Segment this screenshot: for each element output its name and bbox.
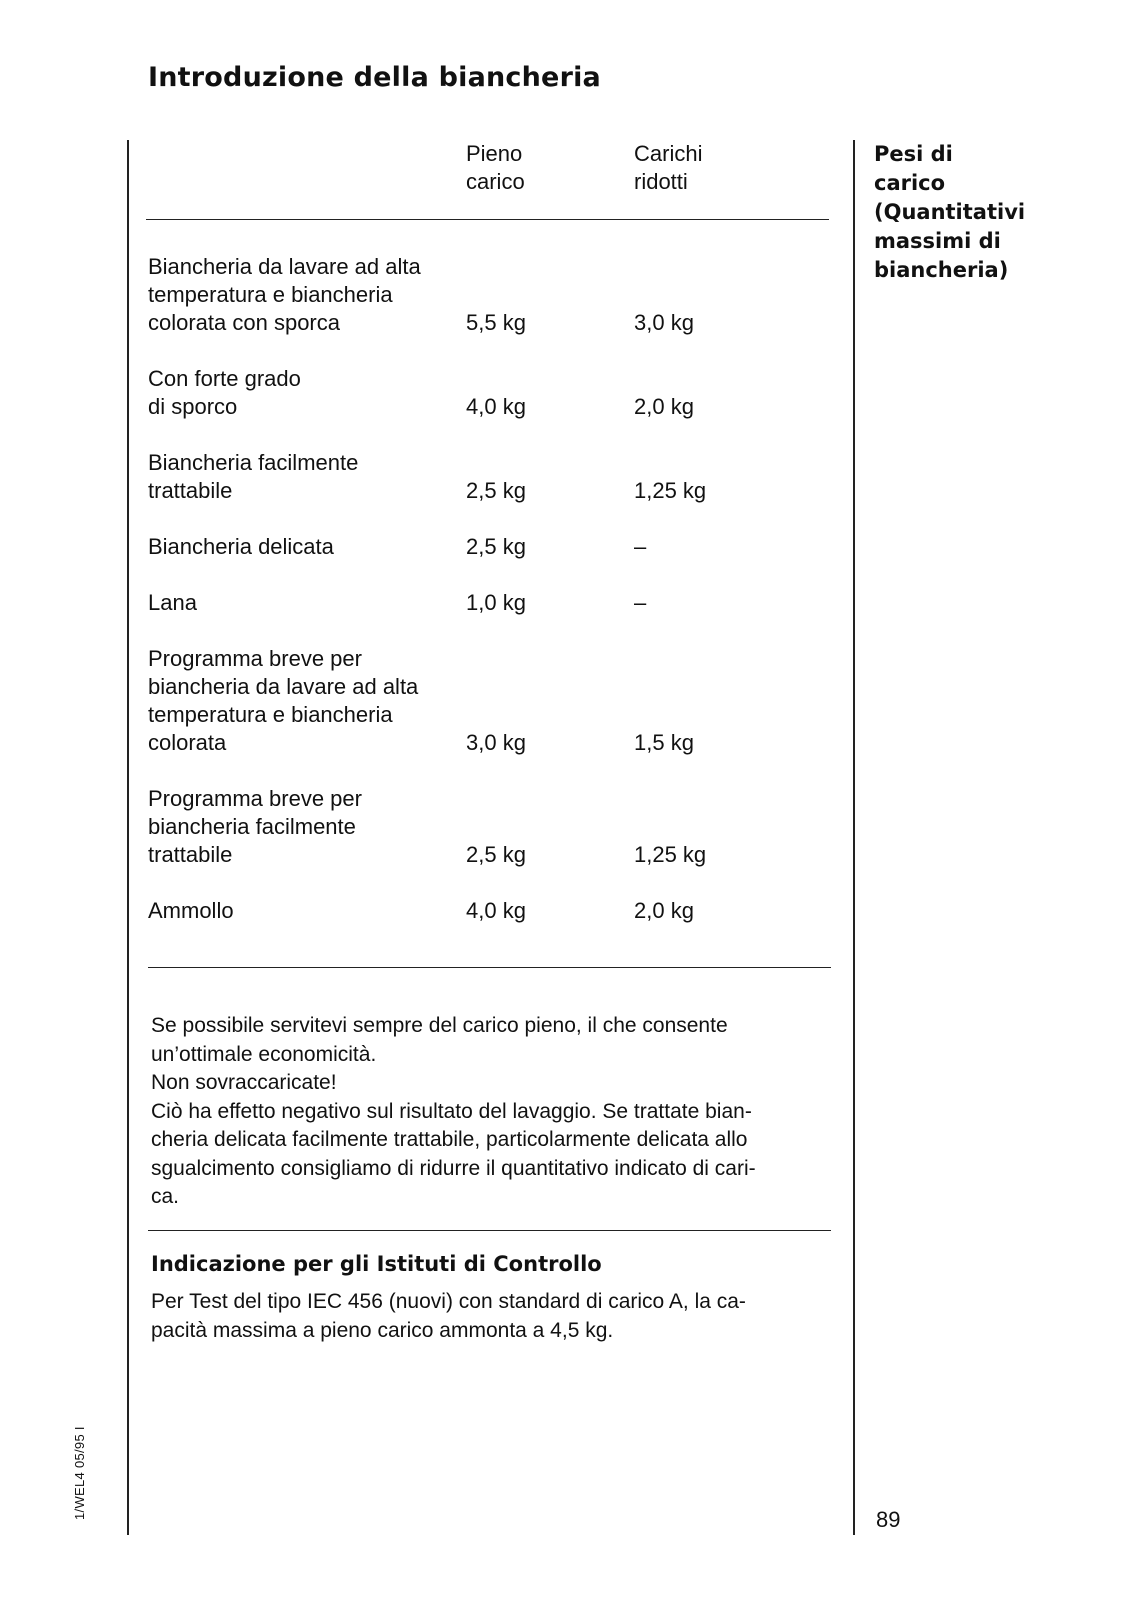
table-row <box>148 785 828 869</box>
row-label <box>148 589 458 617</box>
column-header-line: Carichi <box>634 141 703 166</box>
row-label-line: colorata <box>148 730 227 755</box>
column-header-line: carico <box>466 169 525 194</box>
table-row <box>148 645 828 757</box>
reduced-load-value: 3,0 kg <box>634 310 694 335</box>
row-label-line: biancheria facilmente <box>148 814 356 839</box>
load-advice-paragraph <box>151 1012 831 1212</box>
paragraph-line: Non sovraccaricate! <box>151 1071 337 1094</box>
reduced-load-value: 1,5 kg <box>634 730 694 755</box>
reduced-load-value: – <box>634 590 647 615</box>
paragraph-line: sgualcimento consigliamo di ridurre il quantitativo indicato di cari- <box>151 1156 756 1180</box>
row-label <box>148 645 458 757</box>
side-heading-line: Pesi di <box>874 142 953 166</box>
row-label-line: temperatura e biancheria <box>148 702 393 727</box>
paragraph-line: un’ottimale economicità. <box>151 1042 377 1066</box>
paragraph-line: ca. <box>151 1185 180 1208</box>
document-code: 1/WEL4 05/95 I <box>72 1426 87 1520</box>
full-load-value: 5,5 kg <box>466 310 526 335</box>
test-institutes-heading: Indicazione per gli Istituti di Controllo <box>151 1252 602 1276</box>
row-label-line: Biancheria delicata <box>148 534 334 559</box>
full-load-value: 4,0 kg <box>466 898 526 923</box>
side-heading-line: carico <box>874 171 946 195</box>
load-table <box>148 253 828 953</box>
row-label-line: Lana <box>148 590 197 615</box>
row-label-line: di sporco <box>148 394 238 419</box>
row-label <box>148 253 458 337</box>
column-header-reduced-load <box>634 140 702 196</box>
row-label-line: Biancheria facilmente <box>148 450 359 475</box>
row-label-line: colorata con sporca <box>148 310 340 335</box>
reduced-load-value: – <box>634 534 647 559</box>
paragraph-line: pacità massima a pieno carico ammonta a 4,5 kg. <box>151 1318 614 1342</box>
table-row <box>148 589 828 617</box>
column-header-full-load <box>466 140 525 196</box>
row-label-line: temperatura e biancheria <box>148 282 393 307</box>
table-row <box>148 897 828 925</box>
table-row <box>148 365 828 421</box>
table-row <box>148 449 828 505</box>
paragraph-line: Per Test del tipo IEC 456 (nuovi) con standard di carico A, la ca- <box>151 1290 746 1313</box>
row-label-line: trattabile <box>148 842 233 867</box>
table-row <box>148 253 828 337</box>
side-heading-line: (Quantitativi <box>874 200 1026 224</box>
row-label <box>148 533 458 561</box>
side-heading-line: biancheria) <box>874 258 1009 282</box>
test-institutes-paragraph <box>151 1288 831 1345</box>
reduced-load-value: 2,0 kg <box>634 394 694 419</box>
table-header-rule <box>146 219 829 220</box>
row-label <box>148 897 458 925</box>
row-label-line: Con forte grado <box>148 366 301 391</box>
full-load-value: 4,0 kg <box>466 394 526 419</box>
row-label-line: Ammollo <box>148 898 234 923</box>
row-label-line: Programma breve per <box>148 786 362 811</box>
reduced-load-value: 1,25 kg <box>634 478 707 503</box>
left-margin-rule <box>127 140 129 1535</box>
paragraph-line: Ciò ha effetto negativo sul risultato del lavaggio. Se trattate bian- <box>151 1099 752 1123</box>
reduced-load-value: 1,25 kg <box>634 842 707 867</box>
table-row <box>148 533 828 561</box>
full-load-value: 1,0 kg <box>466 590 526 615</box>
side-heading-line: massimi di <box>874 229 1001 253</box>
table-bottom-rule <box>148 967 831 968</box>
full-load-value: 2,5 kg <box>466 534 526 559</box>
full-load-value: 3,0 kg <box>466 730 526 755</box>
right-margin-rule <box>853 140 855 1535</box>
row-label <box>148 449 458 505</box>
section-rule <box>148 1230 831 1231</box>
paragraph-line: Se possibile servitevi sempre del carico pieno, il che consente <box>151 1014 728 1037</box>
row-label <box>148 365 458 421</box>
row-label-line: Biancheria da lavare ad alta <box>148 254 421 279</box>
reduced-load-value: 2,0 kg <box>634 898 694 923</box>
full-load-value: 2,5 kg <box>466 842 526 867</box>
column-header-line: ridotti <box>634 169 688 194</box>
page-number: 89 <box>876 1507 901 1532</box>
paragraph-line: cheria delicata facilmente trattabile, particolarmente delicata allo <box>151 1128 748 1151</box>
row-label-line: trattabile <box>148 478 233 503</box>
row-label <box>148 785 458 869</box>
column-header-line: Pieno <box>466 141 523 166</box>
row-label-line: Programma breve per <box>148 646 362 671</box>
side-heading <box>874 140 1124 285</box>
row-label-line: biancheria da lavare ad alta <box>148 674 419 699</box>
full-load-value: 2,5 kg <box>466 478 526 503</box>
page-title: Introduzione della biancheria <box>148 62 601 93</box>
